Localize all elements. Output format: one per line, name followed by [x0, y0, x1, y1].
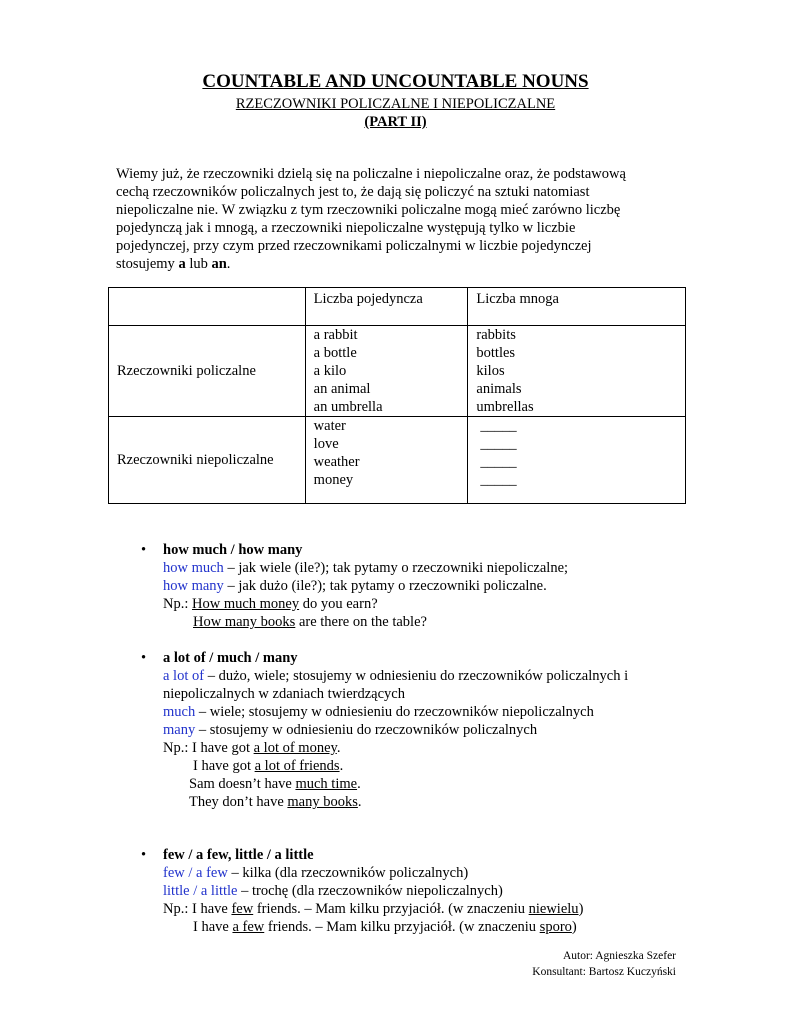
row-label: Rzeczowniki policzalne — [109, 326, 306, 417]
table-header-cell — [109, 288, 306, 326]
example-line: Np.: How much money do you earn? — [163, 596, 378, 612]
intro-paragraph — [116, 165, 676, 273]
definition-line: how many – jak dużo (ile?); tak pytamy o rzeczowniki policzalne. — [163, 578, 547, 594]
example-line: How many books are there on the table? — [193, 614, 427, 630]
blank-line: _____ — [480, 436, 517, 452]
list-item: rabbits — [476, 327, 516, 343]
example-line: Sam doesn’t have much time. — [189, 776, 361, 792]
definition-line: how much – jak wiele (ile?); tak pytamy o rzeczowniki niepoliczalne; — [163, 560, 569, 576]
bullet-icon: • — [141, 650, 147, 666]
term: few / a few — [163, 865, 228, 881]
list-item: an umbrella — [313, 399, 383, 415]
table-header-cell: Liczba mnoga — [468, 288, 686, 326]
definition-line: few / a few – kilka (dla rzeczowników policzalnych) — [163, 865, 469, 881]
term: many — [163, 722, 196, 738]
list-item: love — [313, 436, 339, 452]
example-line: They don’t have many books. — [189, 794, 362, 810]
table-header-row — [109, 288, 686, 326]
footer — [532, 948, 676, 980]
term: much — [163, 704, 196, 720]
part-label: (PART II) — [364, 114, 427, 130]
intro-line: niepoliczalne nie. W związku z tym rzeczowniki policzalne mogą mieć zarówno liczbę — [116, 202, 621, 218]
footer-consultant: Konsultant: Bartosz Kuczyński — [532, 966, 676, 978]
list-item: kilos — [476, 363, 505, 379]
section-heading: a lot of / much / many — [163, 650, 298, 666]
blank-line: _____ — [480, 418, 517, 434]
example-line: Np.: I have got a lot of money. — [163, 740, 341, 756]
plural-cell — [468, 417, 686, 504]
term: little / a little — [163, 883, 238, 899]
intro-line: pojedynczą jak i mnogą, a rzeczowniki niepoliczalne występują tylko w liczbie — [116, 220, 576, 236]
list-item: weather — [313, 454, 360, 470]
intro-line: Wiemy już, że rzeczowniki dzielą się na policzalne i niepoliczalne oraz, że podstawową — [116, 166, 626, 182]
list-item: a rabbit — [313, 327, 358, 343]
page-title: COUNTABLE AND UNCOUNTABLE NOUNS — [202, 71, 589, 92]
definition-line: niepoliczalnych w zdaniach twierdzących — [163, 686, 405, 702]
list-item: animals — [476, 381, 522, 397]
list-item: bottles — [476, 345, 516, 361]
list-item: umbrellas — [476, 399, 534, 415]
section-few-little — [141, 846, 723, 936]
list-item: money — [313, 472, 354, 488]
singular-cell — [305, 417, 468, 504]
list-item: a bottle — [313, 345, 357, 361]
blank-line: _____ — [480, 454, 517, 470]
definition-line: little / a little – trochę (dla rzeczowników niepoliczalnych) — [163, 883, 503, 899]
list-item: a kilo — [313, 363, 347, 379]
section-a-lot-of — [141, 649, 723, 811]
footer-author: Autor: Agnieszka Szefer — [562, 950, 676, 962]
list-item: an animal — [313, 381, 371, 397]
term: how many — [163, 578, 224, 594]
definition-line: a lot of – dużo, wiele; stosujemy w odniesieniu do rzeczowników policzalnych i — [163, 668, 629, 684]
plural-cell — [468, 326, 686, 417]
intro-line: pojedynczej, przy czym przed rzeczownikami policzalnymi w liczbie pojedynczej — [116, 238, 592, 254]
term: how much — [163, 560, 224, 576]
bullet-icon: • — [141, 542, 147, 558]
example-line: I have a few friends. – Mam kilku przyjaciół. (w znaczeniu sporo) — [193, 919, 577, 935]
term: a lot of — [163, 668, 205, 684]
blank-line: _____ — [480, 472, 517, 488]
nouns-table — [108, 287, 686, 504]
list-item: water — [313, 418, 346, 434]
table-header-cell: Liczba pojedyncza — [305, 288, 468, 326]
table-row-countable — [109, 326, 686, 417]
table-row-uncountable — [109, 417, 686, 504]
definition-line: much – wiele; stosujemy w odniesieniu do rzeczowników niepoliczalnych — [163, 704, 594, 720]
section-heading: how much / how many — [163, 542, 303, 558]
section-how-much — [141, 541, 723, 631]
row-label: Rzeczowniki niepoliczalne — [109, 417, 306, 504]
example-line: Np.: I have few friends. – Mam kilku przyjaciół. (w znaczeniu niewielu) — [163, 901, 584, 917]
section-heading: few / a few, little / a little — [163, 847, 314, 863]
page-subtitle: RZECZOWNIKI POLICZALNE I NIEPOLICZALNE — [235, 96, 556, 112]
definition-line: many – stosujemy w odniesieniu do rzeczowników policzalnych — [163, 722, 538, 738]
intro-line: cechą rzeczowników policzalnych jest to, że dają się policzyć na sztuki natomiast — [116, 184, 590, 200]
intro-line: stosujemy a lub an. — [116, 256, 231, 272]
singular-cell — [305, 326, 468, 417]
bullet-icon: • — [141, 847, 147, 863]
example-line: I have got a lot of friends. — [193, 758, 344, 774]
